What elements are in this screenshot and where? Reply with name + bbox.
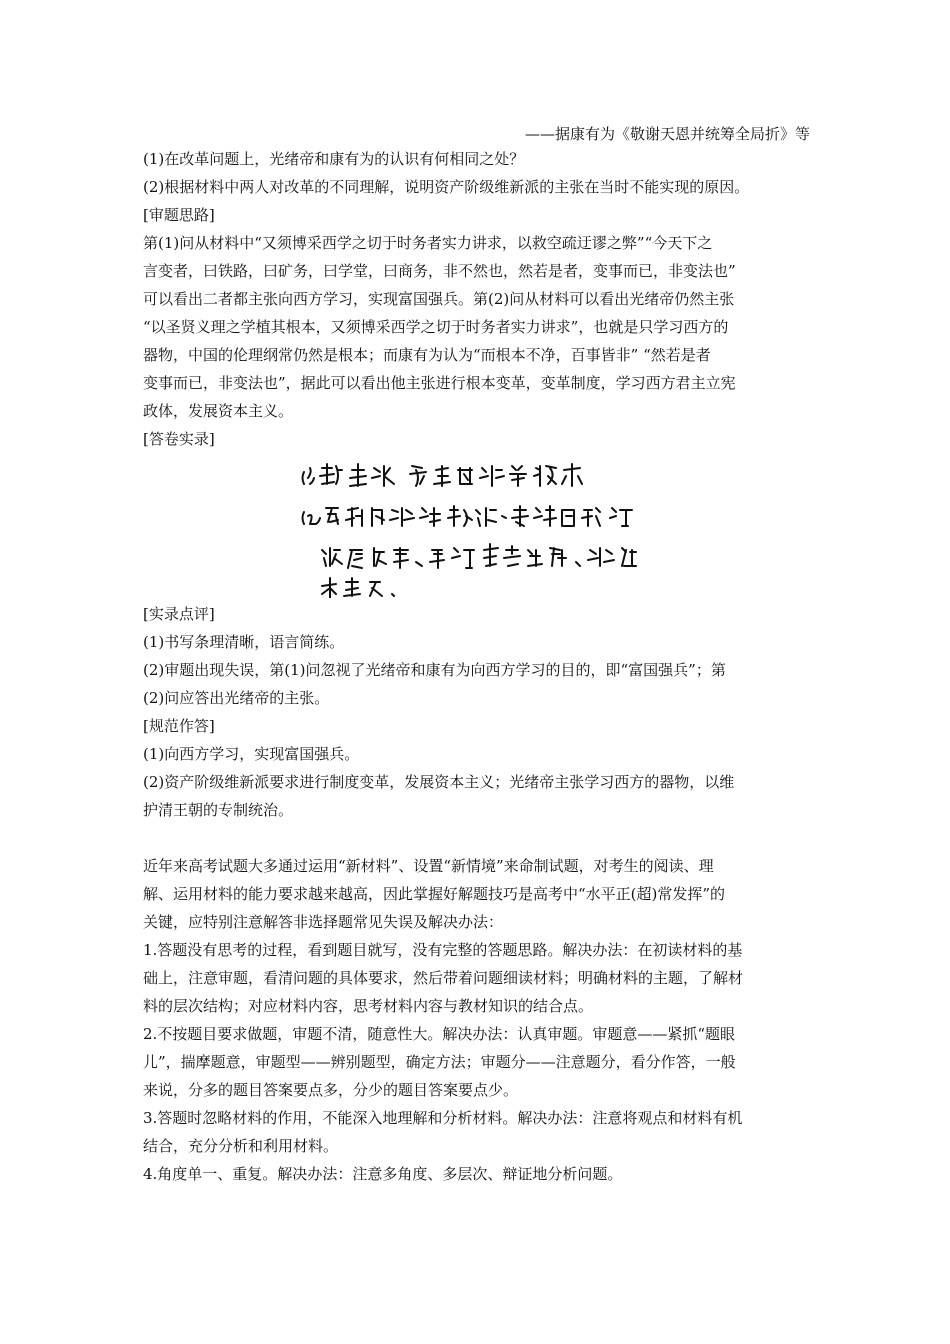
thinking-line: 可以看出二者都主张向西方学习，实现富国强兵。第(2)问从材料可以看出光绪帝仍然主张 <box>143 290 735 308</box>
tips-line: 础上，注意审题，看清问题的具体要求，然后带着问题细读材料；明确材料的主题，了解材 <box>143 969 744 987</box>
thinking-line: 言变者，曰铁路，曰矿务，曰学堂，曰商务，非不然也，然若是者，变事而已，非变法也” <box>143 262 736 280</box>
thinking-line: 变事而已，非变法也”，据此可以看出他主张进行根本变革，变革制度，学习西方君主立宪 <box>143 374 736 392</box>
tips-line: 近年来高考试题大多通过运用“新材料”、设置“新情境”来命制试题，对考生的阅读、理 <box>143 857 714 875</box>
tips-line: 料的层次结构；对应材料内容，思考材料内容与教材知识的结合点。 <box>143 997 594 1015</box>
tips-line: 关键，应特别注意解答非选择题常见失误及解决办法： <box>143 913 504 931</box>
section-heading-standard: [规范作答] <box>143 717 215 735</box>
standard-line: (2)资产阶级维新派要求进行制度变革，发展资本主义；光绪帝主张学习西方的器物，以维 <box>143 773 735 791</box>
tips-line: 结合，充分分析和利用材料。 <box>143 1137 339 1155</box>
tips-line: 3.答题时忽略材料的作用，不能深入地理解和分析材料。解决办法：注意将观点和材料有机 <box>143 1109 743 1127</box>
review-line: (2)问应答出光绪帝的主张。 <box>143 689 330 707</box>
thinking-line: 政体，发展资本主义。 <box>143 402 294 420</box>
tips-line: 1.答题没有思考的过程，看到题目就写，没有完整的答题思路。解决办法：在初读材料的基 <box>143 941 743 959</box>
tips-line: 4.角度单一、重复。解决办法：注意多角度、多层次、辩证地分析问题。 <box>143 1165 623 1183</box>
review-line: (1)书写条理清晰，语言简练。 <box>143 633 345 651</box>
question-2: (2)根据材料中两人对改革的不同理解，说明资产阶级维新派的主张在当时不能实现的原因。 <box>143 178 750 196</box>
source-citation: ——据康有为《敬谢天恩并统筹全局折》等 <box>524 125 810 143</box>
thinking-line: 器物，中国的伦理纲常仍然是根本；而康有为认为“而根本不净，百事皆非” “然若是者 <box>143 346 711 364</box>
tips-line: 来说，分多的题目答案要点多，分少的题目答案要点少。 <box>143 1081 519 1099</box>
section-heading-thinking: [审题思路] <box>143 206 215 224</box>
thinking-line: “以圣贤义理之学植其根本，又须博采西学之切于时务者实力讲求”，也就是只学习西方的 <box>143 318 729 336</box>
standard-line: 护清王朝的专制统治。 <box>143 801 294 819</box>
tips-line: 儿”，揣摩题意，审题型——辨别题型，确定方法；审题分——注意题分，看分作答，一般 <box>143 1053 736 1071</box>
handwritten-answer-image <box>300 458 660 598</box>
tips-line: 解、运用材料的能力要求越来越高，因此掌握好解题技巧是高考中“水平正(超)常发挥”的 <box>143 885 726 903</box>
thinking-line: 第(1)问从材料中“又须博采西学之切于时务者实力讲求，以救空疏迂谬之弊”“今天下之 <box>143 234 713 252</box>
review-line: (2)审题出现失误，第(1)问忽视了光绪帝和康有为向西方学习的目的，即“富国强兵”；第 <box>143 661 726 679</box>
standard-line: (1)向西方学习，实现富国强兵。 <box>143 745 360 763</box>
section-heading-answer: [答卷实录] <box>143 430 215 448</box>
tips-line: 2.不按题目要求做题，审题不清，随意性大。解决办法：认真审题。审题意——紧抓“题眼 <box>143 1025 735 1043</box>
section-heading-review: [实录点评] <box>143 605 215 623</box>
question-1: (1)在改革问题上，光绪帝和康有为的认识有何相同之处？ <box>143 150 525 168</box>
handwritten-scribble <box>300 458 660 598</box>
